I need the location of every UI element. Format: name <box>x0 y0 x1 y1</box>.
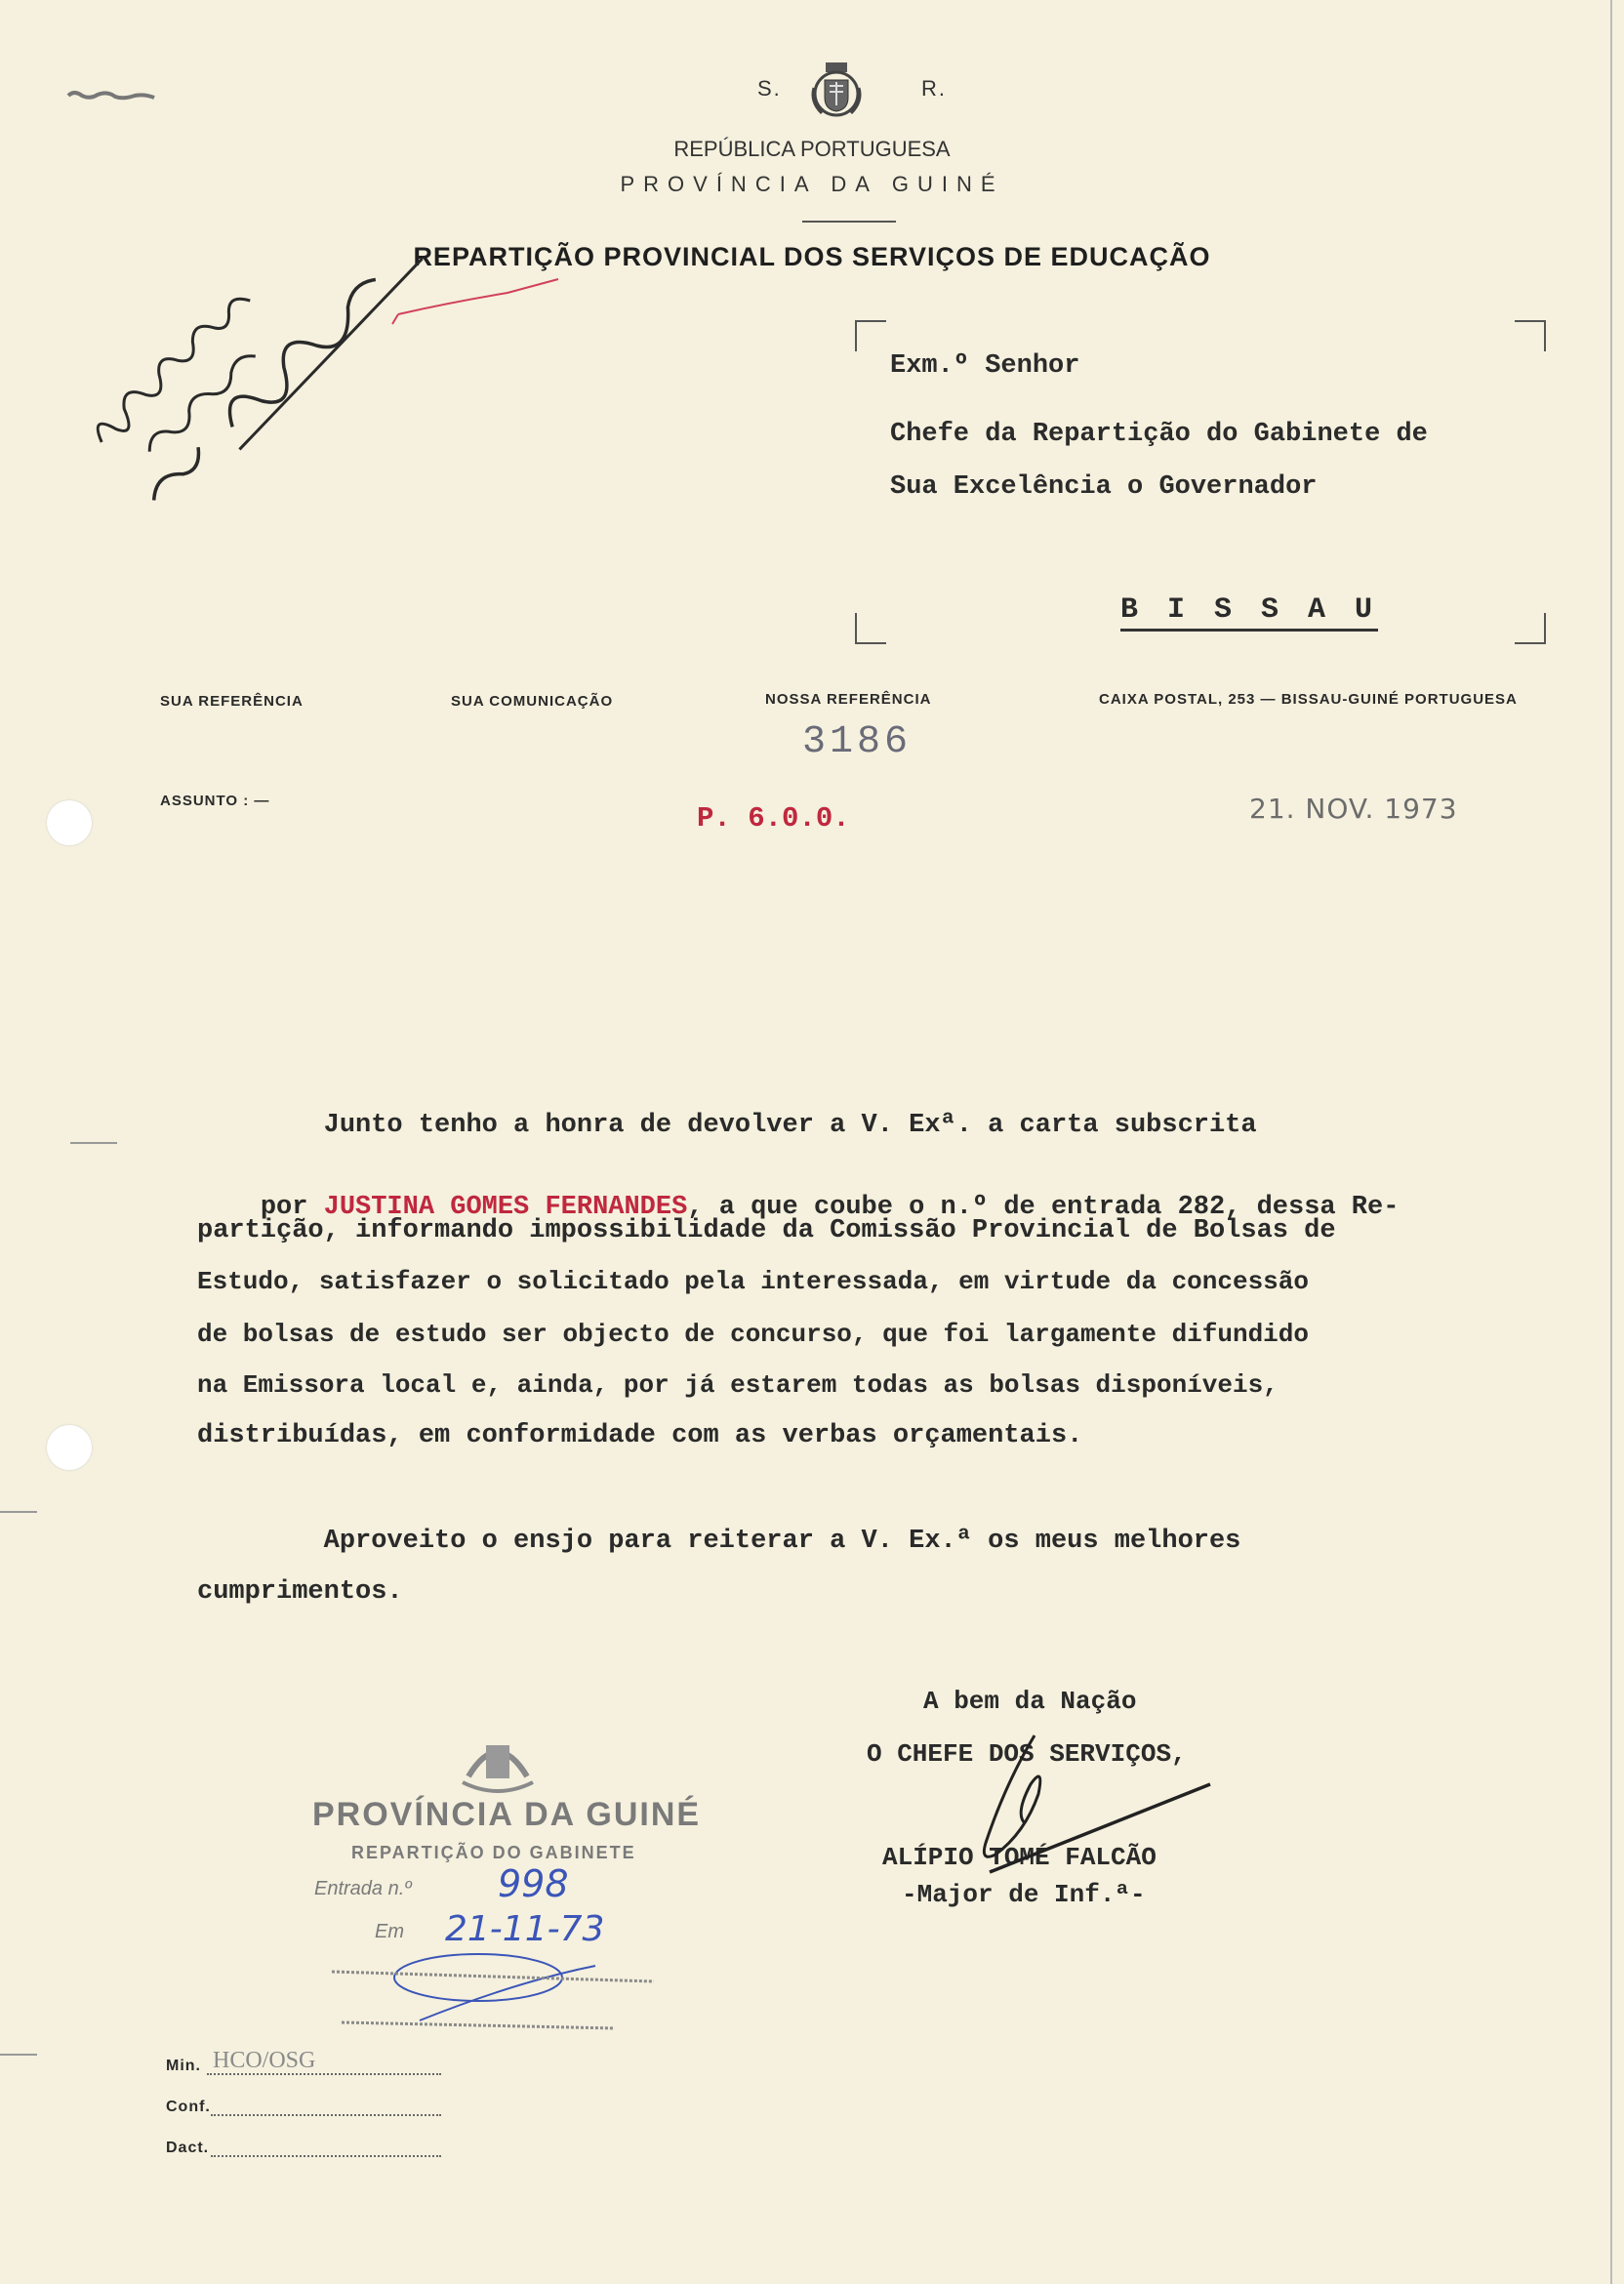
signature-line-1: A bem da Nação <box>923 1687 1137 1716</box>
stamp-entrada-label: Entrada n.º <box>314 1878 412 1899</box>
letterhead-left-mark: S. <box>757 76 782 101</box>
signatory-name: ALÍPIO TOMÉ FALCÃO <box>882 1843 1157 1872</box>
address-corner-tl <box>855 320 886 351</box>
stamp-entrada-value: 998 <box>498 1862 569 1905</box>
department-title: REPARTIÇÃO PROVINCIAL DOS SERVIÇOS DE EDUCAÇÃO <box>413 242 1211 271</box>
signatory-rank: -Major de Inf.ª- <box>902 1880 1146 1909</box>
caixa-postal-label: CAIXA POSTAL, 253 — BISSAU-GUINÉ PORTUGUESA <box>1099 691 1518 708</box>
staple-mark <box>64 86 162 105</box>
body-line-2-suffix: , a que coube o n.º de entrada 282, dessa Re- <box>687 1193 1400 1222</box>
fold-mark-1 <box>70 1142 117 1144</box>
subject-code: P. 6.0.0. <box>697 802 850 835</box>
closing-line-2: cumprimentos. <box>197 1577 403 1607</box>
applicant-name: JUSTINA GOMES FERNANDES <box>323 1193 688 1222</box>
address-corner-bl <box>855 613 886 644</box>
header-divider <box>802 221 896 223</box>
signature-scribble <box>966 1726 1220 1892</box>
body-line-4: Estudo, satisfazer o solicitado pela interessada, em virtude da concessão <box>197 1267 1309 1296</box>
letterhead-right-mark: R. <box>921 76 947 101</box>
min-field <box>207 2048 441 2075</box>
right-edge-line <box>1610 0 1612 2284</box>
body-line-3: partição, informando impossibilidade da Comissão Provincial de Bolsas de <box>197 1216 1336 1245</box>
body-line-5: de bolsas de estudo ser objecto de concurso, que foi largamente difundido <box>197 1320 1309 1349</box>
province-title: PROVÍNCIA DA GUINÉ <box>620 172 1004 196</box>
date-stamp: 21. NOV. 1973 <box>1249 793 1458 825</box>
nossa-referencia-label: NOSSA REFERÊNCIA <box>765 691 932 708</box>
stamp-crest-icon <box>449 1728 547 1796</box>
conf-label: Conf. <box>166 2099 211 2115</box>
min-value: HCO/OSG <box>213 2048 316 2073</box>
recipient-salutation: Exm.º Senhor <box>890 351 1080 381</box>
stamp-title: PROVÍNCIA DA GUINÉ <box>312 1796 702 1833</box>
body-line-6: na Emissora local e, ainda, por já estarem todas as bolsas disponíveis, <box>197 1370 1279 1400</box>
punch-hole-bottom <box>47 1425 92 1470</box>
fold-mark-3 <box>0 2054 37 2056</box>
assunto-label: ASSUNTO : — <box>160 793 270 809</box>
body-line-1: Junto tenho a honra de devolver a V. Exª. a carta subscrita <box>197 1111 1257 1140</box>
fold-mark-2 <box>0 1511 37 1513</box>
handwritten-annotation <box>68 158 460 532</box>
recipient-line-2: Sua Excelência o Governador <box>890 472 1318 502</box>
stamp-em-label: Em <box>375 1921 404 1942</box>
closing-line-1: Aproveito o ensjo para reiterar a V. Ex.ª os meus melhores <box>197 1527 1241 1556</box>
republic-title: REPÚBLICA PORTUGUESA <box>673 137 951 161</box>
min-label: Min. <box>166 2058 201 2074</box>
stamp-subtitle: REPARTIÇÃO DO GABINETE <box>351 1843 636 1862</box>
stamp-signature-scribble <box>322 1942 673 2040</box>
coat-of-arms-icon <box>806 59 867 121</box>
body-line-2-prefix: por <box>260 1193 324 1222</box>
body-line-7: distribuídas, em conformidade com as verbas orçamentais. <box>197 1421 1083 1450</box>
conf-field <box>211 2095 441 2116</box>
recipient-city: B I S S A U <box>1120 593 1378 632</box>
address-corner-br <box>1515 613 1546 644</box>
stamp-em-value: 21-11-73 <box>445 1909 605 1949</box>
signature-line-2: O CHEFE DOS SERVIÇOS, <box>867 1739 1187 1769</box>
dact-label: Dact. <box>166 2140 210 2156</box>
sua-comunicacao-label: SUA COMUNICAÇÃO <box>451 693 614 710</box>
recipient-line-1: Chefe da Repartição do Gabinete de <box>890 420 1428 449</box>
nossa-referencia-value: 3186 <box>802 720 913 764</box>
dact-field <box>211 2136 441 2157</box>
address-corner-tr <box>1515 320 1546 351</box>
sua-referencia-label: SUA REFERÊNCIA <box>160 693 304 710</box>
punch-hole-top <box>47 800 92 845</box>
